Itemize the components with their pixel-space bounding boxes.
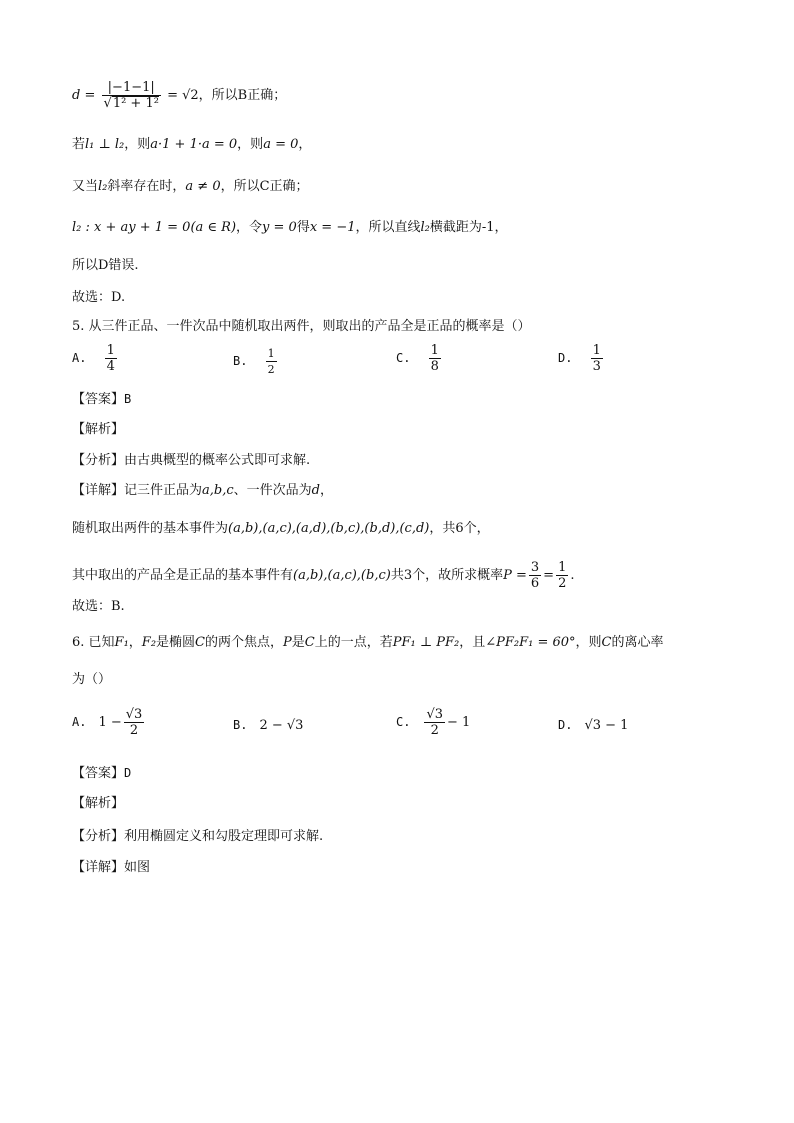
text-c-correct: ，所以C正确； [220, 179, 309, 194]
detail-text-a: 记三件正品为 [124, 483, 203, 498]
q5-option-d [558, 343, 605, 374]
y-zero: y = 0 [262, 220, 297, 235]
numerator: √3 [125, 707, 143, 722]
detail-tag: 【详解】 [72, 860, 125, 875]
text-de: 得 [296, 220, 310, 235]
q5-events [72, 520, 490, 538]
q5-option-a [72, 343, 119, 374]
var-p: P [283, 635, 292, 650]
l2-equation: l₂ : x + ay + 1 = 0(a ∈ R) [72, 220, 237, 235]
events-text: 随机取出两件的基本事件为 [72, 521, 229, 536]
option-label: D. [558, 351, 573, 365]
fenxi-text: 利用椭圆定义和勾股定理即可求解. [124, 829, 324, 844]
numerator: 1 [267, 347, 275, 360]
q6-detail [72, 859, 150, 877]
intercept-line [72, 219, 508, 237]
q5-fenxi [72, 452, 310, 470]
option-a-prefix: 1 − [98, 715, 122, 730]
fenxi-tag: 【分析】 [72, 829, 125, 844]
equation-1: a·1 + 1·a = 0 [150, 137, 238, 152]
detail-text-c: ， [320, 483, 334, 498]
fenxi-tag: 【分析】 [72, 453, 125, 468]
option-label: B. [233, 354, 248, 368]
answer-tag: 【答案】 [72, 766, 125, 781]
option-fraction [424, 707, 445, 738]
option-fraction [105, 343, 117, 374]
distance-result: = √2 [167, 88, 199, 103]
choice-d-line: 故选：D. [72, 290, 126, 305]
q6-option-d [558, 718, 628, 733]
option-label: B. [233, 718, 248, 732]
distance-fraction [102, 80, 161, 111]
fenxi-text: 由古典概型的概率公式即可求解. [124, 453, 311, 468]
var-c-2: C [304, 635, 315, 650]
numerator: 1 [430, 343, 439, 358]
q5-stem: 5. 从三件正品、一件次品中随机取出两件，则取出的产品全是正品的概率是（） [72, 319, 531, 334]
text-ze-2: ，则 [237, 137, 264, 152]
distance-numerator: |−1−1| [102, 80, 161, 96]
comma: ， [128, 635, 142, 650]
equation-2: a = 0 [263, 137, 299, 152]
distance-conclusion: ，所以B正确； [198, 88, 287, 103]
q6-option-c [396, 707, 470, 738]
text-shi: 是 [291, 635, 305, 650]
text-foci: 的两个焦点， [205, 635, 284, 650]
option-label: C. [396, 715, 411, 729]
var-l2-b: l₂ [420, 220, 430, 235]
prob-fraction-2 [556, 560, 568, 591]
x-value: x = −1 [309, 220, 356, 235]
events-list: (a,b),(a,c),(a,d),(b,c),(b,d),(c,d) [228, 521, 430, 536]
denominator: 2 [430, 723, 439, 738]
option-label: A. [72, 351, 87, 365]
var-c-3: C [601, 635, 612, 650]
detail-var-d: d [311, 483, 320, 498]
q6-stem-line1 [72, 634, 664, 652]
text-qie: ，且 [459, 635, 486, 650]
q6-fenxi [72, 828, 323, 846]
var-f2: F₂ [141, 635, 157, 650]
numerator: 3 [530, 560, 540, 575]
q6-stem-line2: 为（） [72, 672, 112, 687]
a-nonzero: a ≠ 0 [185, 179, 221, 194]
text-youdang: 又当 [72, 179, 99, 194]
q5-choice: 故选：B. [72, 599, 125, 614]
text-intercept: 横截距为-1， [429, 220, 508, 235]
detail-text: 如图 [124, 860, 151, 875]
denominator: 8 [430, 359, 439, 374]
option-label: D. [558, 718, 573, 732]
good-text: 其中取出的产品全是正品的基本事件有 [72, 568, 294, 583]
q5-answer [72, 390, 131, 409]
q6-option-b [233, 718, 303, 733]
var-c: C [195, 635, 205, 650]
good-list: (a,b),(a,c),(b,c) [293, 568, 391, 583]
distance-formula-line: d = $\frac{|-1-1|}{\text{√1² + 1²}}$ = √2，所以B正确； [72, 80, 287, 111]
text-ruo: 若 [72, 137, 86, 152]
denominator: 2 [267, 363, 275, 376]
var-d: d [72, 88, 81, 103]
q5-analysis-tag: 【解析】 [72, 422, 125, 437]
detail-vars: a,b,c [202, 483, 234, 498]
good-count: 共3个，故所求概率 [390, 568, 504, 583]
d-wrong-line: 所以D错误. [72, 258, 139, 273]
var-f1: F₁ [114, 635, 129, 650]
distance-denominator: √1² + 1² [103, 96, 159, 111]
denominator: 4 [106, 359, 115, 374]
var-l2: l₂ [98, 179, 108, 194]
prob-p: P = [503, 568, 527, 583]
numerator: 1 [558, 560, 567, 575]
q5-good-events [72, 560, 575, 591]
option-c-suffix: − 1 [447, 715, 471, 730]
text-slope: 斜率存在时， [107, 179, 186, 194]
denominator: 3 [592, 359, 601, 374]
answer-value: D [124, 766, 132, 780]
option-fraction [124, 707, 145, 738]
answer-tag: 【答案】 [72, 392, 125, 407]
option-b-value: 2 − √3 [259, 718, 304, 733]
q5-option-c [396, 343, 443, 374]
option-fraction [591, 343, 603, 374]
slope-line [72, 178, 309, 196]
denominator: 6 [530, 576, 540, 591]
text-ze: ，则 [124, 137, 151, 152]
text-eccentricity: 的离心率 [611, 635, 664, 650]
option-label: C. [396, 351, 411, 365]
q6-number: 6. 已知 [72, 635, 115, 650]
perpendicular-line [72, 136, 311, 154]
text-ze: ，则 [575, 635, 602, 650]
events-count: ，共6个， [429, 521, 490, 536]
q6-answer [72, 764, 131, 783]
option-fraction [266, 346, 277, 377]
angle-condition: ∠PF₂F₁ = 60° [485, 635, 576, 650]
detail-text-b: 、一件次品为 [233, 483, 312, 498]
option-fraction [429, 343, 441, 374]
denominator: 2 [558, 576, 567, 591]
numerator: √3 [426, 707, 444, 722]
equals: = [543, 568, 555, 583]
numerator: 1 [106, 343, 115, 358]
q6-analysis-tag: 【解析】 [72, 796, 125, 811]
perp-condition: PF₁ ⊥ PF₂ [392, 635, 460, 650]
comma: ， [298, 137, 312, 152]
option-label: A. [72, 715, 87, 729]
detail-tag: 【详解】 [72, 483, 125, 498]
option-d-value: √3 − 1 [584, 718, 629, 733]
perp-condition: l₁ ⊥ l₂ [85, 137, 125, 152]
text-point: 上的一点，若 [314, 635, 393, 650]
period: . [570, 568, 575, 583]
text-ellipse: 是椭圆 [156, 635, 196, 650]
text-ling: ，令 [236, 220, 263, 235]
text-line: ，所以直线 [355, 220, 421, 235]
q5-detail [72, 482, 333, 500]
prob-fraction-1 [529, 560, 541, 591]
numerator: 1 [592, 343, 601, 358]
denominator: 2 [129, 723, 139, 738]
q5-option-b [233, 346, 279, 377]
answer-value: B [124, 392, 132, 406]
q6-option-a [72, 707, 146, 738]
